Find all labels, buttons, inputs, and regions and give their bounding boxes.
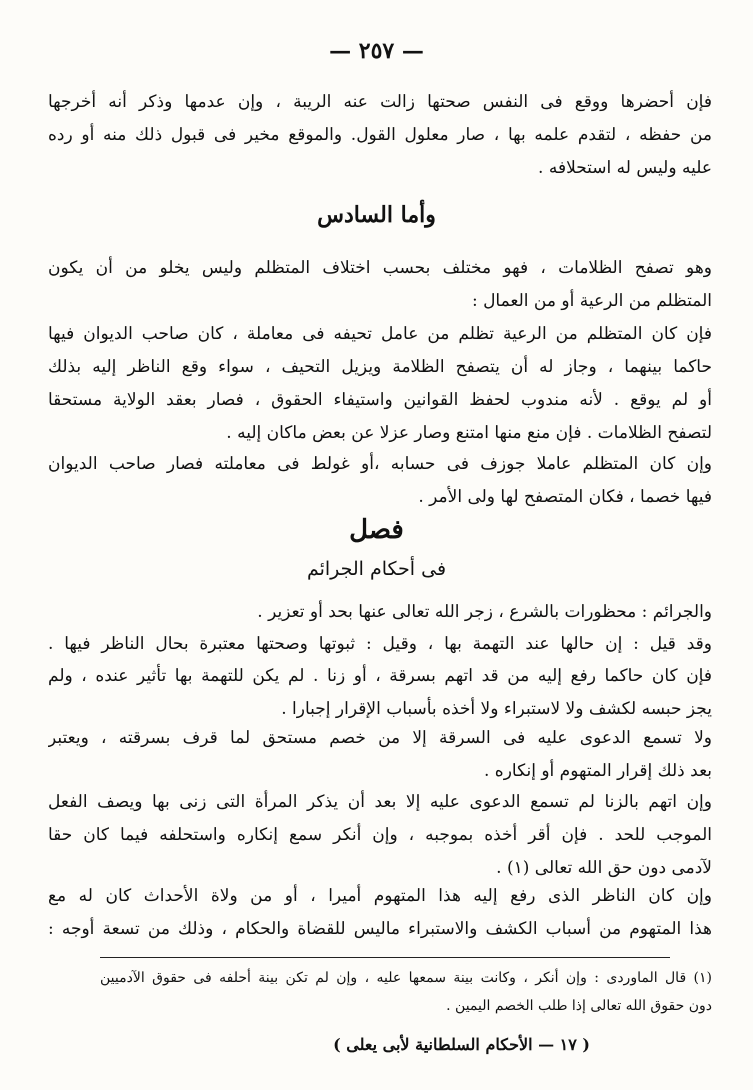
paragraph-hakim — [48, 660, 712, 726]
text-line: من حفظه ، لتقدم علمه بها ، صار معلول القول. والموقع مخير فى قبول ذلك منه أو رده — [48, 125, 712, 145]
text-line: يجز حبسه لكشف ولا لاستبراء ولا أخذه بأسباب الإقرار إجبارا . — [281, 699, 712, 719]
text-line: وإن كان الناظر الذى رفع إليه هذا المتهوم أميرا ، أو من ولاة الأحداث كان له مع — [48, 886, 712, 906]
section-heading-sixth: وأما السادس — [317, 202, 436, 228]
text-line: ولا تسمع الدعوى عليه فى السرقة إلا من خصم مستحق لما قرف بسرقته ، ويعتبر — [48, 728, 712, 748]
paragraph-intro — [48, 86, 712, 185]
text-line: وإن اتهم بالزنا لم تسمع الدعوى عليه إلا بعد أن يذكر المرأة التى زنى بها ويصف الفعل — [48, 792, 712, 812]
text-line: الموجب للحد . فإن أقر أخذه بموجبه ، وإن أنكر سمع إنكاره واستحلفه فيما كان حقا — [48, 825, 712, 845]
page-number: — ٢٥٧ — — [329, 38, 424, 64]
text-line: فإن كان المتظلم من الرعية تظلم من عامل تحيفه فى معاملة ، كان صاحب الديوان فيها — [48, 324, 712, 344]
text-line: لآدمى دون حق الله تعالى (١) . — [496, 858, 712, 878]
text-line: أو لم يوقع . لأنه مندوب لحفظ القوانين واستيفاء الحقوق ، فصار بعقد الولاية مستحقا — [48, 390, 712, 410]
text-line: حاكما بينهما ، وجاز له أن يتصفح الظلامة ويزيل التحيف ، سواء وقع الناظر إليه بذلك — [48, 357, 712, 377]
text-line: بعد ذلك إقرار المتهوم أو إنكاره . — [484, 761, 712, 781]
fasl-subheading: فى أحكام الجرائم — [306, 558, 447, 580]
fasl-heading: فصل — [349, 515, 404, 545]
text-line: عليه وليس له استحلافه . — [538, 158, 712, 178]
paragraph-raiya — [48, 318, 712, 450]
footnote — [100, 964, 712, 1020]
text-line: فإن كان حاكما رفع إليه من قد اتهم بسرقة ، أو زنا . لم يكن للتهمة بها تأثير عنده ، ولم — [48, 666, 712, 686]
footnote-line: دون حقوق الله تعالى إذا طلب الخصم اليمين . — [446, 998, 712, 1014]
paragraph-definition — [48, 596, 712, 629]
footnote-divider — [100, 957, 670, 958]
text-line: فيها خصما ، فكان المتصفح لها ولى الأمر . — [418, 487, 712, 507]
paragraph-ummal — [48, 448, 712, 514]
paragraph-qad-qil — [48, 628, 712, 661]
footnote-line: (١) قال الماوردى : وإن أنكر ، وكانت بينة سمعها عليه ، وإن لم تكن بينة أحلفه فى حقوق الآدميين — [100, 970, 712, 986]
text-line: وإن كان المتظلم عاملا جوزف فى حسابه ،أو غولط فى معاملته فصار صاحب الديوان — [48, 454, 712, 474]
paragraph-sariqa — [48, 722, 712, 788]
paragraph-sixth — [48, 252, 712, 318]
text-line: وهو تصفح الظلامات ، فهو مختلف بحسب اختلاف المتظلم وليس يخلو من أن يكون — [48, 258, 712, 278]
fasl-heading-wrap — [0, 515, 753, 545]
paragraph-amir — [48, 880, 712, 946]
text-line: المتظلم من الرعية أو من العمال : — [471, 291, 712, 311]
text-line: لتصفح الظلامات . فإن منع منها امتنع وصار عزلا عن بعض ماكان إليه . — [226, 423, 712, 443]
text-line: فإن أحضرها ووقع فى النفس صحتها زالت عنه الريبة ، وإن عدمها وذكر أنه أخرجها — [48, 92, 712, 112]
signature-footer: ( ١٧ — الأحكام السلطانية لأبى يعلى ) — [333, 1035, 590, 1054]
text-line: هذا المتهوم من أسباب الكشف والاستبراء ماليس للقضاة والحكام ، وذلك من تسعة أوجه : — [48, 919, 712, 939]
text-line: وقد قيل : إن حالها عند التهمة بها ، وقيل : ثبوتها وصحتها معتبرة بحال الناظر فيها . — [48, 634, 712, 654]
text-line: والجرائم : محظورات بالشرع ، زجر الله تعالى عنها بحد أو تعزير . — [257, 602, 712, 622]
paragraph-zina — [48, 786, 712, 885]
